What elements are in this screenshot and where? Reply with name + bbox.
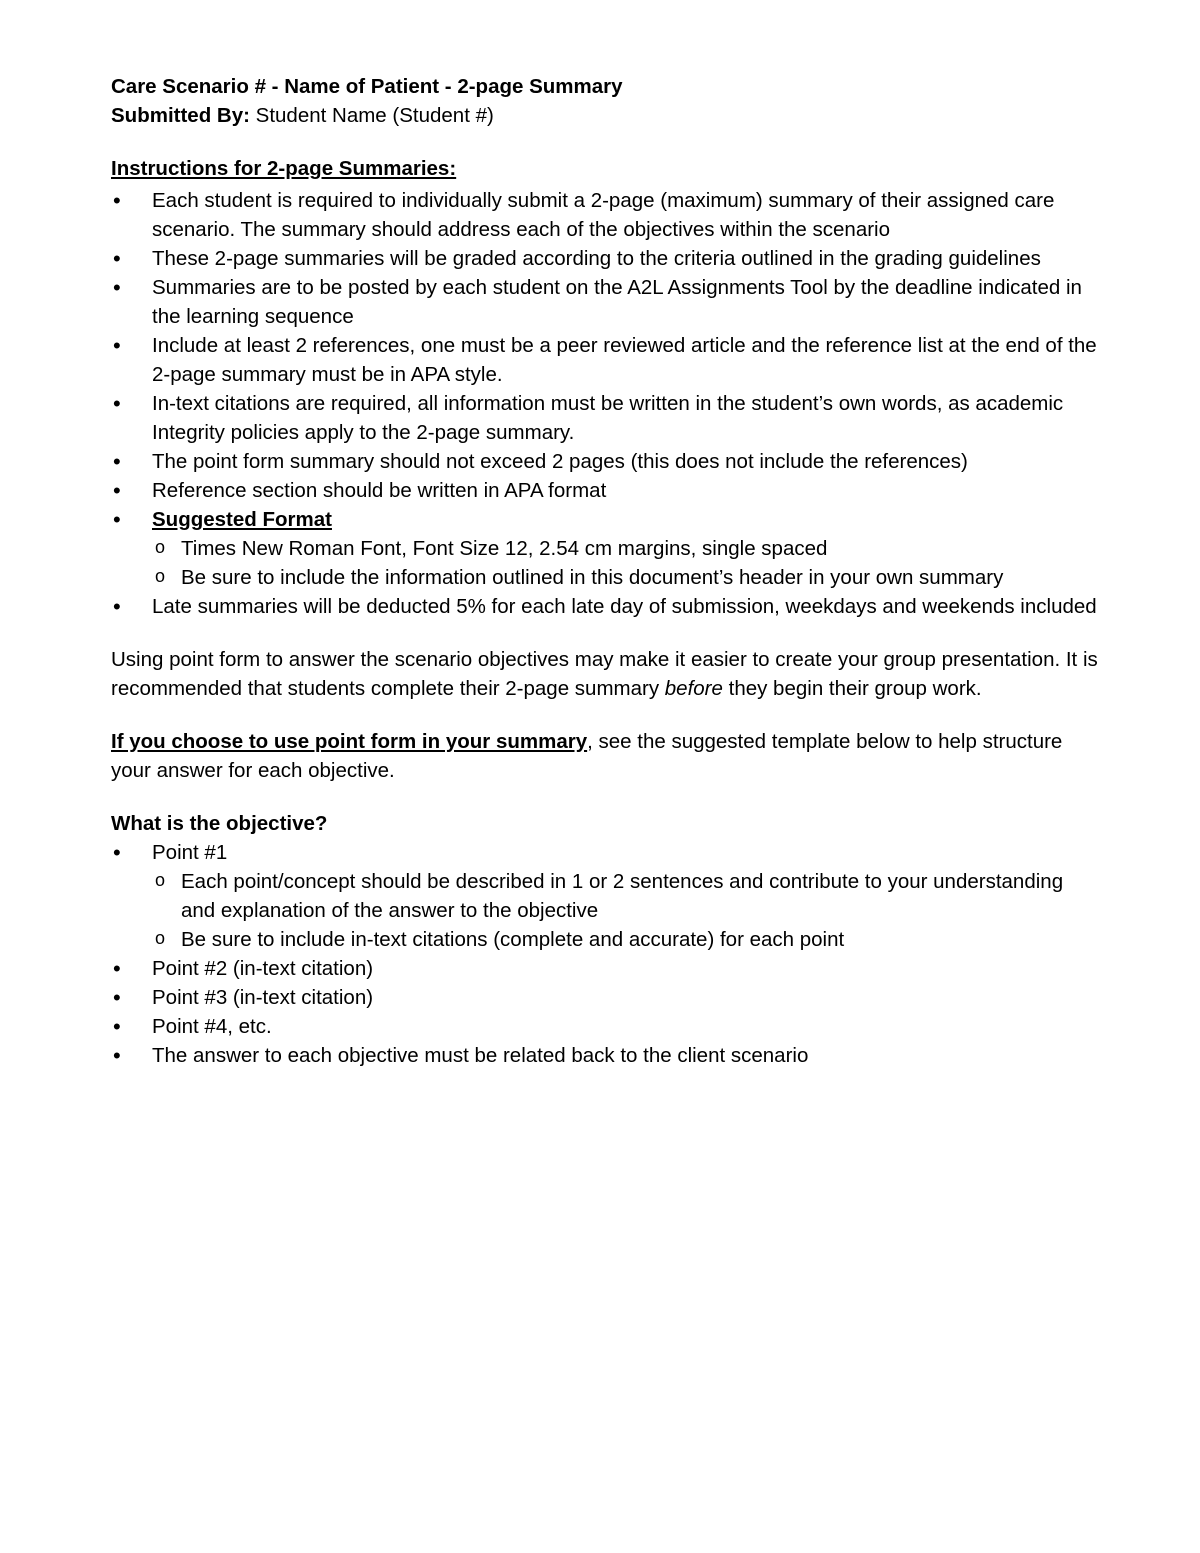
- template-list: [111, 838, 1100, 1070]
- list-item: • Include at least 2 references, one must be a peer reviewed article and the reference list at the end of the 2-page summary must be in APA style.: [111, 331, 1100, 389]
- list-item: • Summaries are to be posted by each student on the A2L Assignments Tool by the deadline indicated in the learning sequence: [111, 273, 1100, 331]
- objective-heading: What is the objective?: [111, 812, 328, 835]
- paragraph-emphasis: before: [664, 677, 723, 700]
- instructions-heading: Instructions for 2-page Summaries:: [111, 157, 457, 180]
- sub-list-item: o Be sure to include in-text citations (complete and accurate) for each point: [152, 925, 1100, 954]
- list-item: • Point #2 (in-text citation): [111, 954, 1100, 983]
- list-item: • Late summaries will be deducted 5% for each late day of submission, weekdays and weekends included: [111, 592, 1100, 621]
- submitted-by-value: Student Name (Student #): [249, 104, 494, 127]
- template-intro-paragraph: [111, 727, 1100, 785]
- point-label: Point #1: [152, 841, 228, 864]
- list-item: • In-text citations are required, all information must be written in the student’s own words, as academic Integrity policies apply to the 2-page summary.: [111, 389, 1100, 447]
- submitted-by-label: Submitted By:: [111, 104, 250, 127]
- list-item: • These 2-page summaries will be graded according to the criteria outlined in the grading guidelines: [111, 244, 1100, 273]
- list-item: • The point form summary should not exceed 2 pages (this does not include the references): [111, 447, 1100, 476]
- point-form-paragraph: [111, 645, 1100, 703]
- paragraph-text: , see the suggested template below to help structure your answer for each objective.: [111, 730, 1063, 782]
- paragraph-text: Using point form to answer the scenario objectives may make it easier to create your group presentation. It is recommended that students complete their 2-page summary: [111, 648, 1098, 700]
- document-title: Care Scenario # - Name of Patient - 2-page Summary: [111, 75, 623, 98]
- instructions-list: [111, 186, 1100, 621]
- paragraph-emphasis: If you choose to use point form in your summary: [111, 730, 588, 753]
- list-item: • Point #4, etc.: [111, 1012, 1100, 1041]
- list-item: • Each student is required to individually submit a 2-page (maximum) summary of their assigned care scenario. The summary should address each of the objectives within the scenario: [111, 186, 1100, 244]
- list-item-suggested-format: [111, 505, 1100, 592]
- list-item-point-1: [111, 838, 1100, 954]
- sub-list-item: o Times New Roman Font, Font Size 12, 2.54 cm margins, single spaced: [152, 534, 1100, 563]
- sub-list-item: o Be sure to include the information outlined in this document’s header in your own summary: [152, 563, 1100, 592]
- submitted-by-line: [111, 101, 1100, 130]
- suggested-format-sublist: [152, 534, 1100, 592]
- list-item: • Reference section should be written in APA format: [111, 476, 1100, 505]
- suggested-format-label: Suggested Format: [152, 508, 332, 531]
- paragraph-text: they begin their group work.: [722, 677, 982, 700]
- list-item: • Point #3 (in-text citation): [111, 983, 1100, 1012]
- point-1-sublist: [152, 867, 1100, 954]
- sub-list-item: o Each point/concept should be described in 1 or 2 sentences and contribute to your understanding and explanation of the answer to the objective: [152, 867, 1100, 925]
- list-item: • The answer to each objective must be related back to the client scenario: [111, 1041, 1100, 1070]
